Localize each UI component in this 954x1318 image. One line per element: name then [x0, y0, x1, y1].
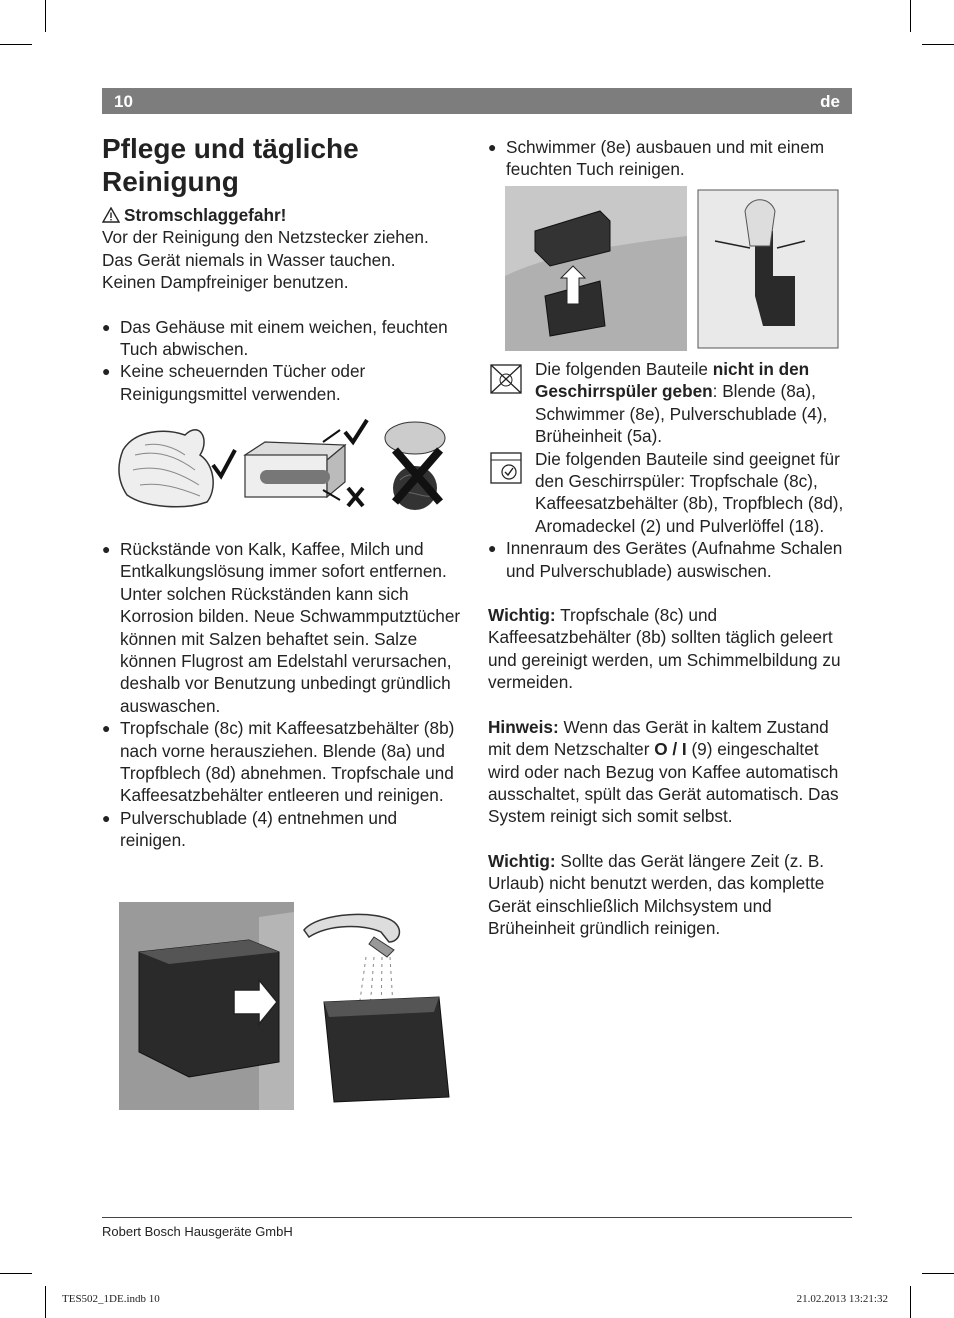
crop-mark — [922, 44, 954, 45]
note-text: Wenn das Gerät in kaltem Zustand mit dem Netzschalter — [488, 716, 829, 760]
warning-line: Vor der Reinigung den Netzstecker ziehen. — [102, 227, 429, 248]
warning-title: Stromschlaggefahr! — [124, 205, 287, 225]
left-column — [102, 132, 462, 405]
warning-icon — [102, 207, 120, 223]
warning-line: Das Gerät niemals in Wasser tauchen. — [102, 249, 396, 270]
note-emphasis: nicht in den Geschirrspüler geben — [535, 359, 810, 402]
note-label: Hinweis: — [488, 716, 559, 737]
crop-mark — [0, 44, 32, 45]
warning-line: Keinen Dampfreiniger benutzen. — [102, 272, 349, 293]
dishwasher-safe-icon — [488, 450, 524, 486]
dishwasher-suitable-note — [488, 448, 852, 538]
list-item: ● Keine scheuernden Tücher oder Reinigungsmittel verwenden. — [102, 360, 462, 405]
dishwasher-unsuitable-note — [488, 358, 852, 448]
footer-divider — [102, 1217, 852, 1218]
list-item: ● Rückstände von Kalk, Kaffee, Milch und Entkalkungslösung immer sofort entfernen. Unter solchen Rückständen kann sich Korrosion bilden. Neue Schwammputztücher können mit Salzen behaftet sein. Salze können Flugrost am Edelstahl verursachen, deshalb vor Benutzung unbedingt gründlich auswaschen. — [102, 538, 462, 717]
list-item: ● Tropfschale (8c) mit Kaffeesatzbehälter (8b) nach vorne herausziehen. Blende (8a) und Tropfblech (8d) abnehmen. Tropfschale und Kaffeesatzbehälter entleeren und reinigen. — [102, 717, 462, 807]
crop-mark — [45, 0, 46, 32]
note-text: Tropfschale (8c) und Kaffeesatzbehälter (8b) sollten täglich geleert und gereinigt werden, um Schimmelbildung zu vermeiden. — [488, 605, 841, 693]
footer-company: Robert Bosch Hausgeräte GmbH — [102, 1224, 293, 1239]
header-bar — [102, 88, 852, 114]
sponge-image — [245, 442, 345, 497]
note-text: Sollte das Gerät längere Zeit (z. B. Urlaub) nicht benutzt werden, das komplette Gerät einschließlich Milchsystem und Brüheinheit gründlich reinigen. — [488, 850, 825, 938]
power-switch-symbol: O / I — [654, 739, 687, 760]
bullet-list-interior — [488, 537, 852, 582]
powder-drawer-illustration — [119, 902, 454, 1112]
list-item: ● Das Gehäuse mit einem weichen, feuchten Tuch abwischen. — [102, 316, 462, 361]
faucet-drawer-image — [304, 914, 449, 1102]
bullet-list-care — [102, 316, 462, 406]
print-slug-timestamp: 21.02.2013 13:21:32 — [796, 1293, 888, 1305]
no-dishwasher-icon — [488, 360, 524, 396]
crop-mark — [910, 1286, 911, 1318]
arrow-icon — [323, 430, 340, 442]
crop-mark — [45, 1286, 46, 1318]
crop-mark — [0, 1273, 32, 1274]
note-text: (9) eingeschaltet wird oder nach Bezug von Kaffee automatisch ausschaltet, spült das Gerät automatisch. Das System reinigt sich somit selbst. — [488, 739, 839, 827]
important-note-1 — [488, 604, 852, 694]
list-item: ● Pulverschublade (4) entnehmen und reinigen. — [102, 807, 462, 852]
cleaning-cloths-illustration — [115, 410, 455, 522]
cross-icon — [348, 488, 363, 506]
right-column-top — [488, 136, 852, 181]
print-slug-file: TES502_1DE.indb 10 — [62, 1293, 160, 1305]
note-label: Wichtig: — [488, 850, 556, 871]
crop-mark — [910, 0, 911, 32]
list-item: ● Innenraum des Gerätes (Aufnahme Schalen und Pulverschublade) auswischen. — [488, 537, 852, 582]
soft-cloth-image — [119, 430, 213, 507]
title-line-1: Pflege und tägliche — [102, 133, 359, 164]
right-column-main — [488, 358, 852, 939]
note-text: : Blende (8a), Schwimmer (8e), Pulverschublade (4), Brüheinheit (5a). — [535, 381, 828, 447]
page-number: 10 — [114, 92, 133, 111]
title-line-2: Reinigung — [102, 166, 239, 197]
important-note-2 — [488, 850, 852, 940]
bullet-list-cleaning — [102, 538, 462, 852]
note-text: Die folgenden Bauteile — [535, 359, 713, 379]
hint-note — [488, 716, 852, 828]
note-text: Die folgenden Bauteile sind geeignet für den Geschirrspüler: Tropfschale (8c), Kaffeesatzbehälter (8b), Tropfblech (8d), Aromadeckel (2) und Pulverlöffel (18). — [535, 448, 844, 536]
warning-heading — [102, 204, 462, 226]
note-label: Wichtig: — [488, 605, 556, 626]
language-code: de — [820, 92, 840, 111]
left-column-lower — [102, 538, 462, 852]
crop-mark — [922, 1273, 954, 1274]
page-title — [102, 132, 462, 198]
float-removal-illustration — [505, 186, 840, 351]
check-icon — [213, 450, 235, 476]
check-icon — [345, 420, 367, 442]
bullet-list-float — [488, 136, 852, 181]
list-item: ● Schwimmer (8e) ausbauen und mit einem feuchten Tuch reinigen. — [488, 136, 852, 181]
